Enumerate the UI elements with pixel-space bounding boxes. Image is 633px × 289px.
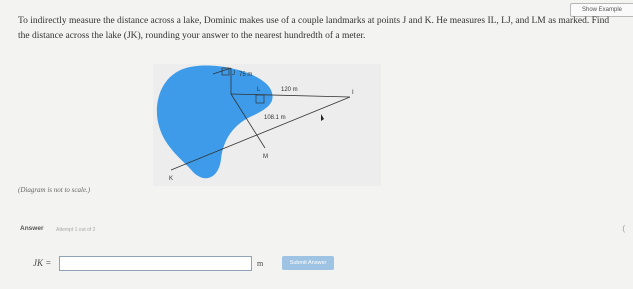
unit-label: m (257, 259, 264, 268)
label-m: M (263, 154, 268, 160)
show-example-button[interactable]: Show Example (570, 3, 633, 17)
label-l: L (257, 87, 261, 93)
scroll-indicator-icon[interactable]: ( (622, 224, 625, 233)
jk-field-label: JK = (33, 258, 52, 268)
label-k: K (169, 176, 174, 182)
label-il-length: 120 m (281, 87, 298, 93)
label-i: I (352, 90, 354, 96)
label-j: J (232, 71, 235, 77)
diagram-caption: (Diagram is not to scale.) (18, 186, 91, 194)
jk-answer-input[interactable] (59, 256, 252, 271)
lake-diagram (153, 64, 381, 186)
label-jl-length: 75 m (239, 72, 253, 78)
submit-answer-button[interactable]: Submit Answer (282, 256, 334, 270)
label-lm-length: 108.1 m (264, 115, 286, 121)
answer-label: Answer (20, 225, 44, 232)
attempt-hint: Attempt 1 out of 2 (56, 227, 96, 233)
question-text: To indirectly measure the distance across a lake, Dominic makes use of a couple landmarks at points J and K. He measures IL, LJ, and LM as marked. Find the distance across the lake (JK), rounding your answer to the nearest hundredth of a meter. (18, 16, 610, 41)
